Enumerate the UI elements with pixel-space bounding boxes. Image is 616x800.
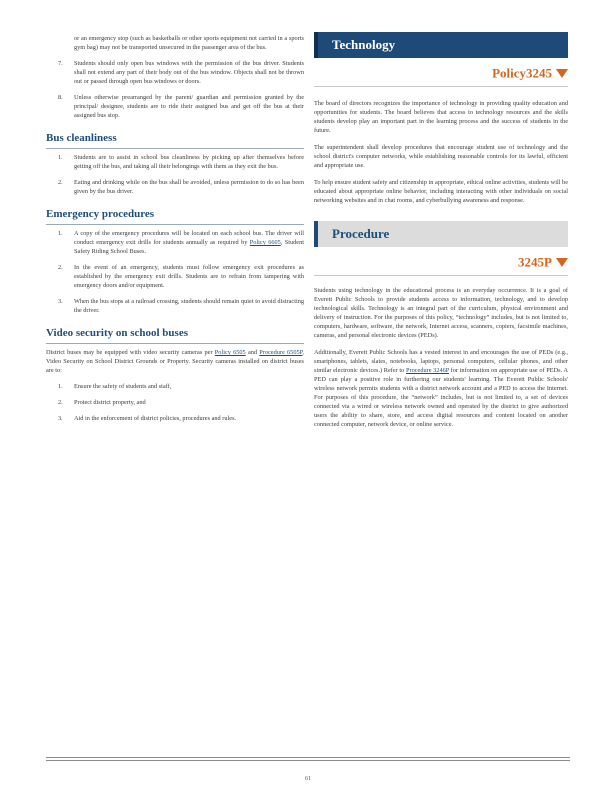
list-item-number: 1.: [58, 383, 63, 390]
bus-cleanliness-list: [46, 153, 304, 196]
list-item-number: 2.: [58, 179, 63, 186]
procedure-banner: Procedure: [314, 221, 568, 247]
policy-6505-link[interactable]: Policy 6505: [214, 349, 246, 356]
list-item-text: or an emergency stop (such as basketballs or other sports equipment not carried in a sports gym bag) may not be transported unsecured in the passenger area of the bus.: [74, 35, 304, 51]
right-column: [314, 32, 568, 437]
list-item-text: Unless otherwise prearranged by the parent/ guardian and permission granted by the principal/ designee, students are to ride their assigned bus and get off the bus at their assigned bus stop.: [74, 94, 304, 119]
list-item-number: 3.: [58, 415, 63, 422]
list-item-number: 7.: [58, 60, 63, 67]
policy-paragraph: To help ensure student safety and citizenship in appropriate, ethical online activities, students will be educated about appropriate online behavior, including interacting with other individuals on social networking websites and in chat rooms, and cyberbullying awareness and response.: [314, 179, 568, 204]
list-item-text: Aid in the enforcement of district policies, procedures and rules.: [74, 415, 237, 422]
list-item-text: When the bus stops at a railroad crossing, students should remain quiet to avoid distracting the driver.: [74, 298, 304, 314]
page-number: 61: [305, 776, 311, 782]
list-item-number: 2.: [58, 264, 63, 271]
list-item-text: Protect district property, and: [74, 399, 146, 406]
policy-6605-link[interactable]: Policy 6605: [249, 239, 281, 246]
emergency-procedures-heading: Emergency procedures: [46, 208, 304, 225]
bus-rules-list: [46, 34, 304, 120]
list-item-number: 1.: [58, 230, 63, 237]
footer-rule-bottom: [46, 760, 570, 761]
video-intro-text: District buses may be equipped with video security cameras per: [46, 349, 215, 356]
video-security-intro: [46, 348, 304, 375]
video-security-heading: Video security on school buses: [46, 327, 304, 344]
list-item: [46, 59, 304, 86]
policy-paragraph: The superintendent shall develop procedures that encourage student use of technology and the school district's computer networks, while establishing reasonable controls for its lawful, efficient and appropriate use.: [314, 144, 568, 169]
list-item: [46, 263, 304, 290]
list-item-text: Eating and drinking while on the bus shall be avoided, unless permission to do so has been given by the bus driver.: [74, 179, 304, 195]
list-item-text: , Student Safety Riding School Buses.: [74, 239, 305, 255]
list-item: [46, 153, 304, 171]
procedure-paragraph: [314, 348, 568, 429]
policy-number-label: Policy3245: [492, 65, 552, 81]
list-item-number: 2.: [58, 399, 63, 406]
list-item-number: 3.: [58, 298, 63, 305]
list-item-number: 8.: [58, 94, 63, 101]
list-item-text: Students are to assist in school bus cleanliness by picking up after themselves before getting off the bus, and taking all their belongings with them as they exit the bus.: [74, 154, 304, 170]
video-intro-text: and: [245, 349, 260, 356]
list-item: [46, 178, 304, 196]
procedure-text: for information on appropriate use of PEDs. A PED can play a positive role in furthering our students' learning. The Everett Public Schools' wireless network permits students with a district network account and a PED to access the Internet. For purposes of this procedure, the “network” includes, but is not limited to, a set of devices connected via a wired or wireless network owned and operated by the district to give authorized users the ability to share, store, and access digital resources and content located on another connected computer, network device, or online service.: [314, 367, 568, 428]
video-security-list: [46, 382, 304, 423]
list-item: [46, 414, 304, 423]
bus-cleanliness-heading: Bus cleanliness: [46, 132, 304, 149]
footer-rule-top: [46, 757, 570, 758]
list-item-text: Students should only open bus windows with the permission of the bus driver. Students shall not extend any part of their body out of the bus window. Objects shall not be thrown out or passed through open bus windows or doors.: [74, 60, 304, 85]
list-item-text: In the event of an emergency, students must follow emergency exit procedures as established by the emergency exit drills. Students are to refrain from tampering with emergency doors and/or equipment.: [74, 264, 304, 289]
video-intro-text: , Video Security on School District Grounds or Property. Security cameras installed on district buses are to:: [46, 349, 304, 374]
procedure-paragraph: Students using technology in the educational process is an everyday occurrence. It is a goal of Everett Public Schools to provide students access to information, technology, and to develop technological skills. Technology is an integral part of the curriculum, physical environment and delivery of instruction. For the purposes of this policy, “technology” includes, but is not limited to, computers, hardware, software, the network, Internet access, scanners, copiers, facsimile machines, cameras, and personal electronic devices (PEDs).: [314, 287, 568, 339]
policy-number-row: [314, 64, 568, 87]
procedure-number-row: [314, 253, 568, 276]
list-item: [46, 297, 304, 315]
list-item: [46, 398, 304, 407]
procedure-number-label: 3245P: [518, 254, 552, 270]
procedure-text: Additionally, Everett Public Schools has a vested interest in and encourages the use of PEDs (e.g., smartphones, tablets, slates, notebooks, laptops, personal computers, cellular phones, and other similar electronic devices.) Refer to: [314, 349, 568, 374]
list-item: [46, 229, 304, 256]
procedure-6505p-link[interactable]: Procedure 6505P: [259, 349, 303, 356]
list-item-text: Ensure the safety of students and staff,: [74, 383, 172, 390]
list-item-number: 1.: [58, 154, 63, 161]
triangle-down-icon: [556, 258, 568, 267]
triangle-down-icon: [556, 69, 568, 78]
emergency-procedures-list: [46, 229, 304, 315]
list-item-text: A copy of the emergency procedures will be located on each school bus. The driver will conduct emergency exit drills for students annually as required by: [74, 230, 304, 246]
left-column: [46, 34, 304, 430]
list-item: [46, 382, 304, 391]
list-item: [46, 34, 304, 52]
policy-paragraph: The board of directors recognizes the importance of technology in providing quality education and opportunities for students. The board believes that access to technology resources and the skills students develop play an important part in the learning process and the success of students in the future.: [314, 100, 568, 134]
technology-banner: Technology: [314, 32, 568, 58]
procedure-3246p-link[interactable]: Procedure 3246P: [405, 367, 450, 374]
list-item: [46, 93, 304, 120]
